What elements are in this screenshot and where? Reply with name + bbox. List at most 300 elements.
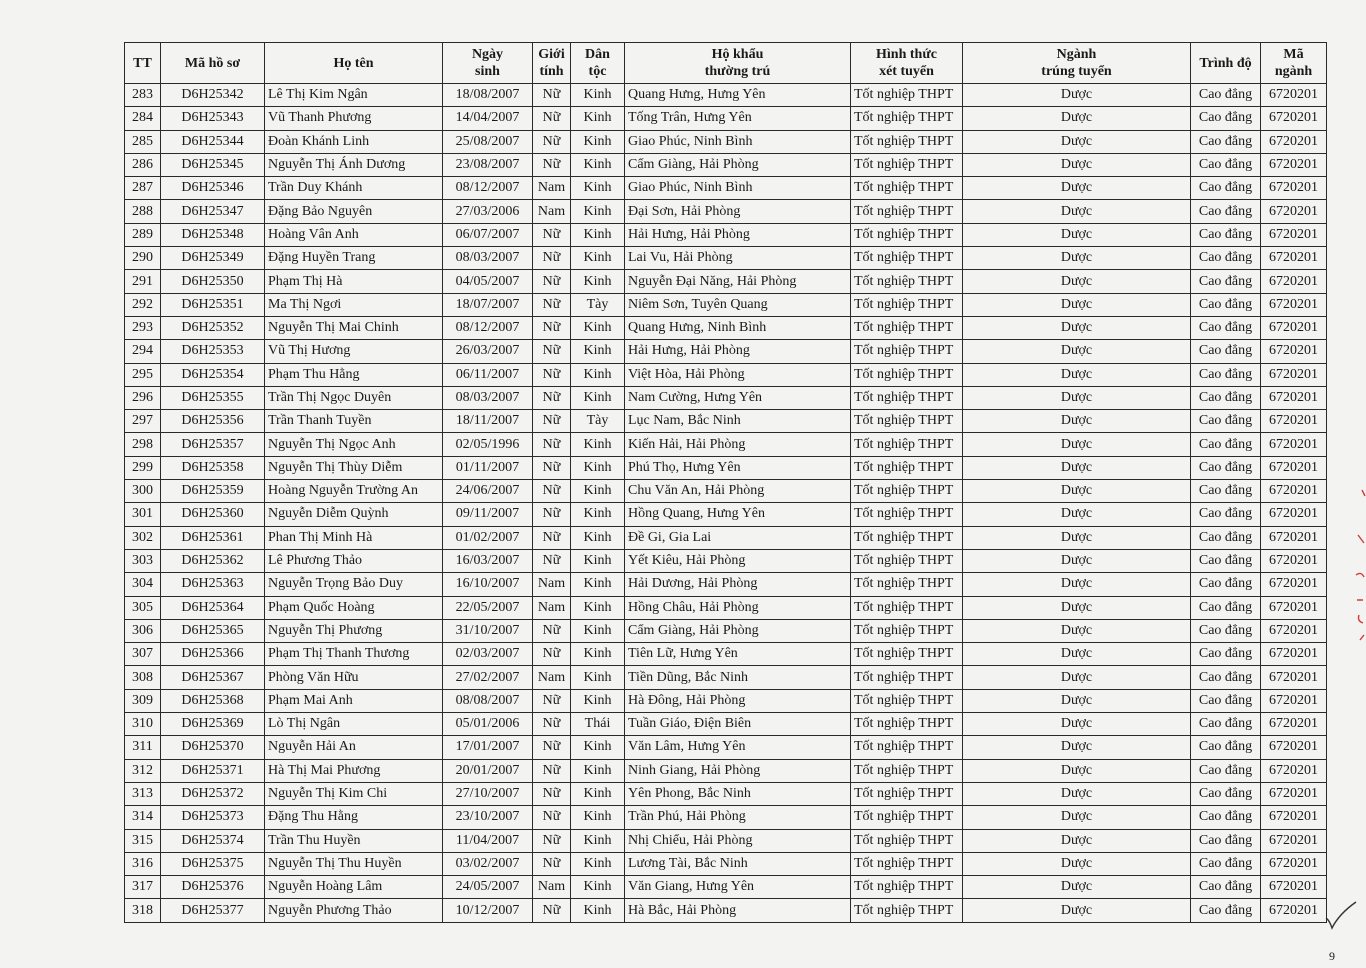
table-row <box>125 666 1327 689</box>
row-index-cell: 315 <box>125 829 161 852</box>
gender-cell: Nữ <box>533 526 571 549</box>
table-row <box>125 782 1327 805</box>
record-code-cell: D6H25377 <box>161 899 265 922</box>
ethnicity-cell: Kinh <box>571 107 625 130</box>
admission-method-cell: Tốt nghiệp THPT <box>851 130 963 153</box>
col-ma-nganh-header: Mã ngành <box>1261 43 1327 84</box>
full-name-cell: Trần Duy Khánh <box>265 177 443 200</box>
major-cell: Dược <box>963 689 1191 712</box>
record-code-cell: D6H25356 <box>161 410 265 433</box>
level-cell: Cao đẳng <box>1191 410 1261 433</box>
table-row <box>125 759 1327 782</box>
admission-method-cell: Tốt nghiệp THPT <box>851 713 963 736</box>
admission-method-cell: Tốt nghiệp THPT <box>851 689 963 712</box>
gender-cell: Nữ <box>533 713 571 736</box>
residence-cell: Phú Thọ, Hưng Yên <box>625 456 851 479</box>
major-code-cell: 6720201 <box>1261 526 1327 549</box>
gender-cell: Nữ <box>533 340 571 363</box>
major-code-cell: 6720201 <box>1261 503 1327 526</box>
admission-method-cell: Tốt nghiệp THPT <box>851 200 963 223</box>
major-cell: Dược <box>963 223 1191 246</box>
gender-cell: Nữ <box>533 689 571 712</box>
full-name-cell: Phạm Mai Anh <box>265 689 443 712</box>
row-index-cell: 309 <box>125 689 161 712</box>
residence-cell: Lương Tài, Bắc Ninh <box>625 852 851 875</box>
row-index-cell: 308 <box>125 666 161 689</box>
gender-cell: Nữ <box>533 782 571 805</box>
handwritten-tick-icon <box>1320 898 1360 932</box>
major-code-cell: 6720201 <box>1261 456 1327 479</box>
major-code-cell: 6720201 <box>1261 689 1327 712</box>
birth-date-cell: 24/05/2007 <box>443 876 533 899</box>
record-code-cell: D6H25355 <box>161 386 265 409</box>
ethnicity-cell: Kinh <box>571 806 625 829</box>
admission-method-cell: Tốt nghiệp THPT <box>851 480 963 503</box>
record-code-cell: D6H25344 <box>161 130 265 153</box>
level-cell: Cao đẳng <box>1191 340 1261 363</box>
gender-cell: Nữ <box>533 619 571 642</box>
residence-cell: Hà Bắc, Hải Phòng <box>625 899 851 922</box>
row-index-cell: 317 <box>125 876 161 899</box>
row-index-cell: 316 <box>125 852 161 875</box>
birth-date-cell: 08/12/2007 <box>443 177 533 200</box>
row-index-cell: 299 <box>125 456 161 479</box>
full-name-cell: Hà Thị Mai Phương <box>265 759 443 782</box>
residence-cell: Ninh Giang, Hải Phòng <box>625 759 851 782</box>
gender-cell: Nam <box>533 200 571 223</box>
row-index-cell: 307 <box>125 643 161 666</box>
major-code-cell: 6720201 <box>1261 433 1327 456</box>
birth-date-cell: 22/05/2007 <box>443 596 533 619</box>
row-index-cell: 291 <box>125 270 161 293</box>
gender-cell: Nữ <box>533 759 571 782</box>
ethnicity-cell: Kinh <box>571 689 625 712</box>
record-code-cell: D6H25362 <box>161 549 265 572</box>
gender-cell: Nữ <box>533 899 571 922</box>
ethnicity-cell: Kinh <box>571 596 625 619</box>
ethnicity-cell: Kinh <box>571 200 625 223</box>
gender-cell: Nữ <box>533 84 571 107</box>
record-code-cell: D6H25363 <box>161 573 265 596</box>
major-code-cell: 6720201 <box>1261 549 1327 572</box>
gender-cell: Nữ <box>533 363 571 386</box>
admission-method-cell: Tốt nghiệp THPT <box>851 526 963 549</box>
major-cell: Dược <box>963 643 1191 666</box>
major-code-cell: 6720201 <box>1261 153 1327 176</box>
gender-cell: Nữ <box>533 270 571 293</box>
gender-cell: Nữ <box>533 386 571 409</box>
record-code-cell: D6H25368 <box>161 689 265 712</box>
col-gioi-tinh-header: Giới tính <box>533 43 571 84</box>
major-code-cell: 6720201 <box>1261 130 1327 153</box>
ethnicity-cell: Kinh <box>571 270 625 293</box>
record-code-cell: D6H25350 <box>161 270 265 293</box>
row-index-cell: 313 <box>125 782 161 805</box>
full-name-cell: Phan Thị Minh Hà <box>265 526 443 549</box>
major-cell: Dược <box>963 782 1191 805</box>
residence-cell: Hồng Quang, Hưng Yên <box>625 503 851 526</box>
full-name-cell: Nguyễn Thị Ngọc Anh <box>265 433 443 456</box>
ethnicity-cell: Kinh <box>571 130 625 153</box>
row-index-cell: 318 <box>125 899 161 922</box>
residence-cell: Hải Dương, Hải Phòng <box>625 573 851 596</box>
major-cell: Dược <box>963 340 1191 363</box>
major-cell: Dược <box>963 247 1191 270</box>
residence-cell: Yết Kiêu, Hải Phòng <box>625 549 851 572</box>
table-row <box>125 363 1327 386</box>
major-cell: Dược <box>963 456 1191 479</box>
full-name-cell: Vũ Thị Hương <box>265 340 443 363</box>
major-code-cell: 6720201 <box>1261 293 1327 316</box>
row-index-cell: 295 <box>125 363 161 386</box>
birth-date-cell: 11/04/2007 <box>443 829 533 852</box>
full-name-cell: Trần Thanh Tuyền <box>265 410 443 433</box>
table-row <box>125 340 1327 363</box>
major-code-cell: 6720201 <box>1261 340 1327 363</box>
table-row <box>125 153 1327 176</box>
level-cell: Cao đẳng <box>1191 200 1261 223</box>
admission-method-cell: Tốt nghiệp THPT <box>851 456 963 479</box>
residence-cell: Hải Hưng, Hải Phòng <box>625 223 851 246</box>
admission-method-cell: Tốt nghiệp THPT <box>851 643 963 666</box>
table-row <box>125 806 1327 829</box>
level-cell: Cao đẳng <box>1191 247 1261 270</box>
level-cell: Cao đẳng <box>1191 293 1261 316</box>
major-cell: Dược <box>963 852 1191 875</box>
residence-cell: Kiến Hải, Hải Phòng <box>625 433 851 456</box>
row-index-cell: 312 <box>125 759 161 782</box>
residence-cell: Việt Hòa, Hải Phòng <box>625 363 851 386</box>
record-code-cell: D6H25366 <box>161 643 265 666</box>
full-name-cell: Đoàn Khánh Linh <box>265 130 443 153</box>
record-code-cell: D6H25373 <box>161 806 265 829</box>
gender-cell: Nữ <box>533 480 571 503</box>
major-cell: Dược <box>963 573 1191 596</box>
level-cell: Cao đẳng <box>1191 643 1261 666</box>
admission-method-cell: Tốt nghiệp THPT <box>851 84 963 107</box>
gender-cell: Nữ <box>533 829 571 852</box>
admission-method-cell: Tốt nghiệp THPT <box>851 782 963 805</box>
admission-method-cell: Tốt nghiệp THPT <box>851 293 963 316</box>
row-index-cell: 294 <box>125 340 161 363</box>
major-code-cell: 6720201 <box>1261 386 1327 409</box>
level-cell: Cao đẳng <box>1191 549 1261 572</box>
birth-date-cell: 02/05/1996 <box>443 433 533 456</box>
table-row <box>125 643 1327 666</box>
residence-cell: Tiên Lữ, Hưng Yên <box>625 643 851 666</box>
full-name-cell: Đặng Thu Hằng <box>265 806 443 829</box>
birth-date-cell: 27/03/2006 <box>443 200 533 223</box>
birth-date-cell: 26/03/2007 <box>443 340 533 363</box>
major-cell: Dược <box>963 596 1191 619</box>
stamp-fragment-icon <box>1352 480 1366 650</box>
record-code-cell: D6H25354 <box>161 363 265 386</box>
col-ma-ho-so-header: Mã hồ sơ <box>161 43 265 84</box>
row-index-cell: 287 <box>125 177 161 200</box>
level-cell: Cao đẳng <box>1191 177 1261 200</box>
residence-cell: Yên Phong, Bắc Ninh <box>625 782 851 805</box>
gender-cell: Nữ <box>533 410 571 433</box>
residence-cell: Tiền Dũng, Bắc Ninh <box>625 666 851 689</box>
level-cell: Cao đẳng <box>1191 386 1261 409</box>
birth-date-cell: 24/06/2007 <box>443 480 533 503</box>
ethnicity-cell: Kinh <box>571 666 625 689</box>
major-cell: Dược <box>963 713 1191 736</box>
birth-date-cell: 18/08/2007 <box>443 84 533 107</box>
level-cell: Cao đẳng <box>1191 316 1261 339</box>
admission-method-cell: Tốt nghiệp THPT <box>851 829 963 852</box>
level-cell: Cao đẳng <box>1191 433 1261 456</box>
level-cell: Cao đẳng <box>1191 736 1261 759</box>
admission-method-cell: Tốt nghiệp THPT <box>851 316 963 339</box>
ethnicity-cell: Tày <box>571 293 625 316</box>
birth-date-cell: 16/03/2007 <box>443 549 533 572</box>
record-code-cell: D6H25345 <box>161 153 265 176</box>
record-code-cell: D6H25353 <box>161 340 265 363</box>
birth-date-cell: 08/08/2007 <box>443 689 533 712</box>
ethnicity-cell: Kinh <box>571 619 625 642</box>
ethnicity-cell: Kinh <box>571 573 625 596</box>
residence-cell: Nguyễn Đại Năng, Hải Phòng <box>625 270 851 293</box>
major-code-cell: 6720201 <box>1261 852 1327 875</box>
ethnicity-cell: Kinh <box>571 247 625 270</box>
table-row <box>125 293 1327 316</box>
major-code-cell: 6720201 <box>1261 177 1327 200</box>
birth-date-cell: 31/10/2007 <box>443 619 533 642</box>
row-index-cell: 290 <box>125 247 161 270</box>
table-row <box>125 852 1327 875</box>
ethnicity-cell: Kinh <box>571 223 625 246</box>
record-code-cell: D6H25346 <box>161 177 265 200</box>
admission-method-cell: Tốt nghiệp THPT <box>851 153 963 176</box>
residence-cell: Hải Hưng, Hải Phòng <box>625 340 851 363</box>
admission-method-cell: Tốt nghiệp THPT <box>851 363 963 386</box>
residence-cell: Nhị Chiểu, Hải Phòng <box>625 829 851 852</box>
table-row <box>125 503 1327 526</box>
ethnicity-cell: Kinh <box>571 84 625 107</box>
full-name-cell: Vũ Thanh Phương <box>265 107 443 130</box>
full-name-cell: Trần Thị Ngọc Duyên <box>265 386 443 409</box>
table-row <box>125 456 1327 479</box>
gender-cell: Nam <box>533 666 571 689</box>
table-row <box>125 619 1327 642</box>
ethnicity-cell: Kinh <box>571 759 625 782</box>
ethnicity-cell: Kinh <box>571 736 625 759</box>
admission-method-cell: Tốt nghiệp THPT <box>851 806 963 829</box>
level-cell: Cao đẳng <box>1191 829 1261 852</box>
major-cell: Dược <box>963 410 1191 433</box>
record-code-cell: D6H25343 <box>161 107 265 130</box>
gender-cell: Nữ <box>533 503 571 526</box>
birth-date-cell: 04/05/2007 <box>443 270 533 293</box>
col-tt-header: TT <box>125 43 161 84</box>
level-cell: Cao đẳng <box>1191 130 1261 153</box>
ethnicity-cell: Kinh <box>571 643 625 666</box>
row-index-cell: 293 <box>125 316 161 339</box>
major-code-cell: 6720201 <box>1261 782 1327 805</box>
major-code-cell: 6720201 <box>1261 84 1327 107</box>
birth-date-cell: 27/02/2007 <box>443 666 533 689</box>
gender-cell: Nam <box>533 573 571 596</box>
table-row <box>125 200 1327 223</box>
table-row <box>125 84 1327 107</box>
major-code-cell: 6720201 <box>1261 899 1327 922</box>
ethnicity-cell: Kinh <box>571 456 625 479</box>
residence-cell: Đại Sơn, Hải Phòng <box>625 200 851 223</box>
major-cell: Dược <box>963 84 1191 107</box>
row-index-cell: 302 <box>125 526 161 549</box>
level-cell: Cao đẳng <box>1191 899 1261 922</box>
row-index-cell: 298 <box>125 433 161 456</box>
full-name-cell: Lò Thị Ngân <box>265 713 443 736</box>
record-code-cell: D6H25351 <box>161 293 265 316</box>
residence-cell: Giao Phúc, Ninh Bình <box>625 130 851 153</box>
level-cell: Cao đẳng <box>1191 852 1261 875</box>
level-cell: Cao đẳng <box>1191 223 1261 246</box>
major-cell: Dược <box>963 130 1191 153</box>
col-dan-toc-header: Dân tộc <box>571 43 625 84</box>
row-index-cell: 289 <box>125 223 161 246</box>
residence-cell: Văn Giang, Hưng Yên <box>625 876 851 899</box>
full-name-cell: Lê Phương Thảo <box>265 549 443 572</box>
table-row <box>125 433 1327 456</box>
level-cell: Cao đẳng <box>1191 806 1261 829</box>
table-row <box>125 829 1327 852</box>
major-cell: Dược <box>963 526 1191 549</box>
full-name-cell: Nguyễn Diễm Quỳnh <box>265 503 443 526</box>
birth-date-cell: 01/11/2007 <box>443 456 533 479</box>
residence-cell: Trần Phú, Hải Phòng <box>625 806 851 829</box>
gender-cell: Nữ <box>533 223 571 246</box>
row-index-cell: 283 <box>125 84 161 107</box>
full-name-cell: Phạm Thu Hằng <box>265 363 443 386</box>
table-row <box>125 410 1327 433</box>
table-row <box>125 270 1327 293</box>
col-ho-ten-header: Họ tên <box>265 43 443 84</box>
row-index-cell: 306 <box>125 619 161 642</box>
birth-date-cell: 03/02/2007 <box>443 852 533 875</box>
full-name-cell: Phạm Quốc Hoàng <box>265 596 443 619</box>
birth-date-cell: 05/01/2006 <box>443 713 533 736</box>
major-cell: Dược <box>963 736 1191 759</box>
table-row <box>125 247 1327 270</box>
birth-date-cell: 08/03/2007 <box>443 386 533 409</box>
admission-table <box>124 42 1327 923</box>
ethnicity-cell: Kinh <box>571 549 625 572</box>
major-cell: Dược <box>963 177 1191 200</box>
table-row <box>125 549 1327 572</box>
residence-cell: Tuần Giáo, Điện Biên <box>625 713 851 736</box>
major-cell: Dược <box>963 153 1191 176</box>
admission-method-cell: Tốt nghiệp THPT <box>851 596 963 619</box>
residence-cell: Quang Hưng, Hưng Yên <box>625 84 851 107</box>
major-cell: Dược <box>963 549 1191 572</box>
table-row <box>125 316 1327 339</box>
level-cell: Cao đẳng <box>1191 270 1261 293</box>
level-cell: Cao đẳng <box>1191 526 1261 549</box>
gender-cell: Nam <box>533 876 571 899</box>
table-row <box>125 526 1327 549</box>
admission-method-cell: Tốt nghiệp THPT <box>851 247 963 270</box>
level-cell: Cao đẳng <box>1191 456 1261 479</box>
major-code-cell: 6720201 <box>1261 666 1327 689</box>
major-code-cell: 6720201 <box>1261 107 1327 130</box>
birth-date-cell: 02/03/2007 <box>443 643 533 666</box>
full-name-cell: Nguyễn Hải An <box>265 736 443 759</box>
major-code-cell: 6720201 <box>1261 247 1327 270</box>
residence-cell: Văn Lâm, Hưng Yên <box>625 736 851 759</box>
major-code-cell: 6720201 <box>1261 270 1327 293</box>
full-name-cell: Nguyễn Thị Thu Huyền <box>265 852 443 875</box>
ethnicity-cell: Kinh <box>571 177 625 200</box>
record-code-cell: D6H25342 <box>161 84 265 107</box>
col-nganh-header: Ngành trúng tuyển <box>963 43 1191 84</box>
record-code-cell: D6H25347 <box>161 200 265 223</box>
level-cell: Cao đẳng <box>1191 619 1261 642</box>
major-cell: Dược <box>963 899 1191 922</box>
admission-method-cell: Tốt nghiệp THPT <box>851 619 963 642</box>
record-code-cell: D6H25349 <box>161 247 265 270</box>
major-cell: Dược <box>963 107 1191 130</box>
admission-method-cell: Tốt nghiệp THPT <box>851 270 963 293</box>
major-cell: Dược <box>963 503 1191 526</box>
birth-date-cell: 20/01/2007 <box>443 759 533 782</box>
level-cell: Cao đẳng <box>1191 363 1261 386</box>
admission-method-cell: Tốt nghiệp THPT <box>851 759 963 782</box>
full-name-cell: Đặng Huyền Trang <box>265 247 443 270</box>
gender-cell: Nữ <box>533 736 571 759</box>
full-name-cell: Nguyễn Thị Kim Chi <box>265 782 443 805</box>
table-row <box>125 386 1327 409</box>
ethnicity-cell: Tày <box>571 410 625 433</box>
major-cell: Dược <box>963 759 1191 782</box>
major-cell: Dược <box>963 619 1191 642</box>
birth-date-cell: 08/12/2007 <box>443 316 533 339</box>
row-index-cell: 297 <box>125 410 161 433</box>
col-ho-khau-header: Hộ khẩu thường trú <box>625 43 851 84</box>
birth-date-cell: 27/10/2007 <box>443 782 533 805</box>
level-cell: Cao đẳng <box>1191 153 1261 176</box>
full-name-cell: Phạm Thị Hà <box>265 270 443 293</box>
table-row <box>125 107 1327 130</box>
table-row <box>125 736 1327 759</box>
admission-method-cell: Tốt nghiệp THPT <box>851 666 963 689</box>
residence-cell: Quang Hưng, Ninh Bình <box>625 316 851 339</box>
major-cell: Dược <box>963 386 1191 409</box>
admission-method-cell: Tốt nghiệp THPT <box>851 736 963 759</box>
residence-cell: Tống Trân, Hưng Yên <box>625 107 851 130</box>
admission-method-cell: Tốt nghiệp THPT <box>851 549 963 572</box>
major-cell: Dược <box>963 806 1191 829</box>
ethnicity-cell: Kinh <box>571 480 625 503</box>
major-code-cell: 6720201 <box>1261 410 1327 433</box>
major-code-cell: 6720201 <box>1261 829 1327 852</box>
table-row <box>125 689 1327 712</box>
admission-method-cell: Tốt nghiệp THPT <box>851 386 963 409</box>
birth-date-cell: 14/04/2007 <box>443 107 533 130</box>
ethnicity-cell: Kinh <box>571 503 625 526</box>
header-row <box>125 43 1327 84</box>
record-code-cell: D6H25376 <box>161 876 265 899</box>
major-code-cell: 6720201 <box>1261 759 1327 782</box>
birth-date-cell: 06/11/2007 <box>443 363 533 386</box>
birth-date-cell: 23/10/2007 <box>443 806 533 829</box>
ethnicity-cell: Kinh <box>571 829 625 852</box>
major-cell: Dược <box>963 363 1191 386</box>
birth-date-cell: 18/11/2007 <box>443 410 533 433</box>
admission-method-cell: Tốt nghiệp THPT <box>851 433 963 456</box>
ethnicity-cell: Kinh <box>571 340 625 363</box>
